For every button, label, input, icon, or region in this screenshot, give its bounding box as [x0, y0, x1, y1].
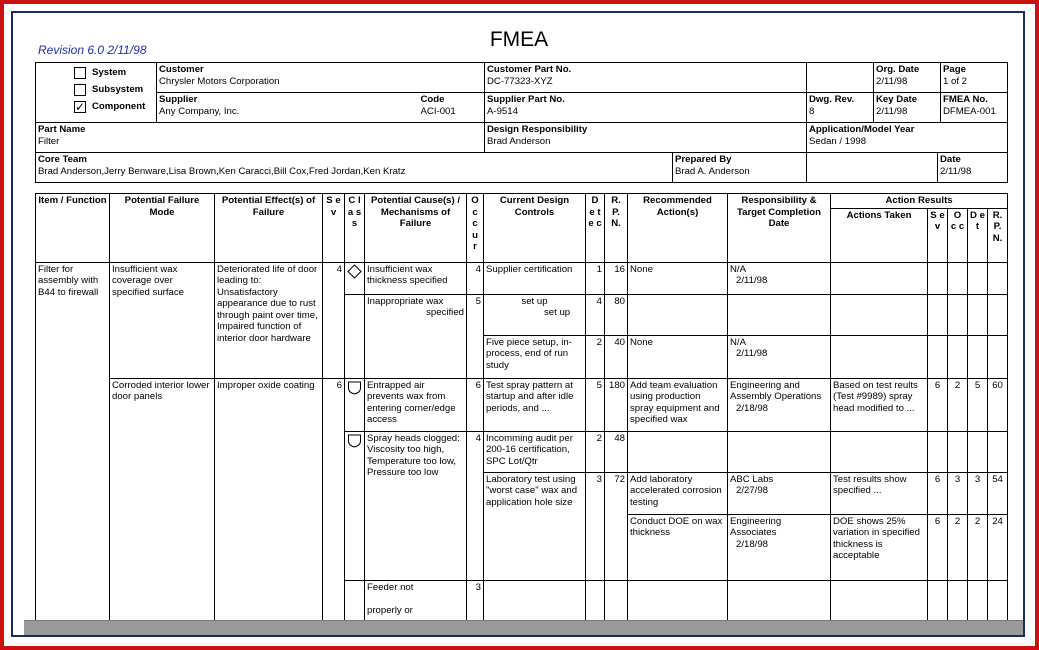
actions-taken-cell	[831, 580, 928, 624]
result-occ-cell	[948, 580, 968, 624]
customer-part-label: Customer Part No.	[487, 64, 572, 75]
actions-taken-cell	[831, 335, 928, 378]
dwg-rev-value: 8	[809, 105, 815, 117]
shield-icon	[347, 380, 362, 395]
customer-value: Chrysler Motors Corporation	[159, 75, 280, 87]
design-resp-label: Design Responsibility	[487, 124, 588, 135]
result-rpn-cell	[988, 580, 1008, 624]
rpn-cell: 48	[605, 431, 628, 472]
key-date-cell	[874, 93, 941, 123]
col-detec: D e t e c	[586, 194, 605, 263]
code-cell	[419, 93, 485, 123]
date-value: 2/11/98	[940, 165, 972, 177]
controls-line: set up	[521, 295, 548, 307]
result-det-cell	[968, 580, 988, 624]
fmea-no-value: DFMEA-001	[943, 105, 996, 117]
failure-mode-cell: Corroded interior lower door panels	[110, 378, 215, 624]
col-item: Item / Function	[36, 194, 110, 263]
date-cell	[938, 153, 1007, 182]
subsystem-checkbox[interactable]	[74, 84, 86, 96]
date-label: Date	[940, 154, 961, 165]
part-name-value: Filter	[38, 135, 60, 147]
col-controls: Current Design Controls	[484, 194, 586, 263]
result-rpn-cell	[988, 335, 1008, 378]
table-row	[36, 262, 1008, 294]
resp-date: 2/11/98	[736, 275, 768, 286]
controls-cell: Five piece setup, in-process, end of run study	[484, 335, 586, 378]
occ-cell: 4	[467, 262, 484, 294]
cause-cell: Insufficient wax thickness specified	[365, 262, 467, 294]
actions-taken-cell	[831, 294, 928, 335]
document-type-options	[36, 63, 157, 123]
resp-owner: N/A	[730, 263, 746, 275]
result-det-cell: 5	[968, 378, 988, 431]
class-cell	[345, 294, 365, 378]
result-sev-cell: 6	[928, 514, 948, 580]
col-rpn: R. P. N.	[605, 194, 628, 263]
supplier-label: Supplier	[159, 94, 198, 105]
controls-cell: Supplier certification	[484, 262, 586, 294]
result-rpn-cell	[988, 431, 1008, 472]
application-label: Application/Model Year	[809, 124, 915, 135]
org-date-value: 2/11/98	[876, 75, 908, 87]
det-cell: 3	[586, 472, 605, 580]
det-cell: 1	[586, 262, 605, 294]
controls-cell: Test spray pattern at startup and after idle periods, and ...	[484, 378, 586, 431]
component-checkbox[interactable]: ✓	[75, 99, 86, 114]
recommended-cell: Add team evaluation using production spray equipment and specified wax	[628, 378, 728, 431]
result-sev-cell: 6	[928, 378, 948, 431]
recommended-cell	[628, 580, 728, 624]
result-occ-cell	[948, 335, 968, 378]
design-resp-cell	[485, 123, 807, 153]
resp-owner: ABC Labs	[730, 473, 774, 485]
design-resp-value: Brad Anderson	[487, 135, 551, 147]
cause-cell	[365, 294, 467, 378]
recommended-cell: None	[628, 262, 728, 294]
result-occ-cell	[948, 431, 968, 472]
result-occ-cell: 2	[948, 514, 968, 580]
key-date-value: 2/11/98	[876, 105, 908, 117]
recommended-cell	[628, 431, 728, 472]
supplier-part-cell	[485, 93, 807, 123]
supplier-part-value: A-9514	[487, 105, 518, 117]
result-sev-cell	[928, 431, 948, 472]
diamond-icon	[347, 264, 362, 279]
class-cell	[345, 431, 365, 580]
key-date-label: Key Date	[876, 94, 918, 105]
col-effects: Potential Effect(s) of Failure	[215, 194, 323, 263]
result-sev-cell	[928, 335, 948, 378]
cause-cell	[365, 580, 467, 624]
actions-taken-cell	[831, 262, 928, 294]
col-result-det: D e t	[968, 208, 988, 262]
customer-part-value: DC-77323-XYZ	[487, 75, 553, 87]
page-title: FMEA	[489, 28, 549, 51]
controls-line: set up	[544, 307, 571, 318]
application-cell	[807, 123, 1008, 153]
col-action-results: Action Results	[831, 194, 1008, 209]
col-recommended: Recommended Action(s)	[628, 194, 728, 263]
det-cell: 2	[586, 335, 605, 378]
col-result-sev: S e v	[928, 208, 948, 262]
cause-line: Inappropriate wax	[367, 295, 444, 307]
effect-cell: Deteriorated life of door leading to: Unsatisfactory appearance due to rust through paint over time, Impaired function of interior door hardware	[215, 262, 323, 378]
controls-cell	[484, 294, 586, 335]
core-team-value: Brad Anderson,Jerry Benware,Lisa Brown,Ken Caracci,Bill Cox,Fred Jordan,Ken Kratz	[38, 165, 406, 177]
col-cause: Potential Cause(s) / Mechanisms of Failure	[365, 194, 467, 263]
responsibility-cell	[728, 514, 831, 580]
result-sev-cell	[928, 294, 948, 335]
result-sev-cell	[928, 580, 948, 624]
rpn-cell: 40	[605, 335, 628, 378]
core-team-label: Core Team	[38, 154, 87, 165]
component-label: Component	[92, 100, 146, 112]
controls-cell	[484, 580, 586, 624]
part-table	[35, 122, 1008, 183]
code-label: Code	[420, 94, 445, 105]
det-cell: 4	[586, 294, 605, 335]
resp-owner: Engineering and Assembly Operations	[730, 379, 822, 402]
rpn-cell: 80	[605, 294, 628, 335]
responsibility-cell	[728, 472, 831, 514]
result-det-cell	[968, 431, 988, 472]
responsibility-cell	[728, 294, 831, 335]
controls-cell: Laboratory test using "worst case" wax and application hole size	[484, 472, 586, 580]
col-result-occ: O c c	[948, 208, 968, 262]
recommended-cell: Conduct DOE on wax thickness	[628, 514, 728, 580]
det-cell	[586, 580, 605, 624]
item-cell: Filter for assembly with B44 to firewall	[36, 262, 110, 624]
responsibility-cell	[728, 580, 831, 624]
page-value: 1 of 2	[943, 75, 968, 87]
recommended-cell	[628, 294, 728, 335]
occ-cell: 4	[467, 431, 484, 580]
prepared-by-cell	[673, 153, 806, 182]
document-page	[11, 11, 1025, 637]
result-det-cell: 3	[968, 472, 988, 514]
result-rpn-cell: 60	[988, 378, 1008, 431]
actions-taken-cell: Based on test reults (Test #9989) spray head modified to ...	[831, 378, 928, 431]
sev-cell: 4	[323, 262, 345, 378]
core-team-cell	[36, 153, 673, 182]
sev-cell: 6	[323, 378, 345, 624]
failure-mode-cell: Insufficient wax coverage over specified surface	[110, 262, 215, 378]
occ-cell: 5	[467, 294, 484, 378]
det-cell: 2	[586, 431, 605, 472]
result-det-cell	[968, 294, 988, 335]
class-cell	[345, 262, 365, 294]
resp-owner: Engineering Associates	[730, 515, 782, 538]
rpn-cell: 180	[605, 378, 628, 431]
result-rpn-cell	[988, 262, 1008, 294]
responsibility-cell	[728, 335, 831, 378]
result-det-cell	[968, 335, 988, 378]
actions-taken-cell: Test results show specified ...	[831, 472, 928, 514]
col-failure-mode: Potential Failure Mode	[110, 194, 215, 263]
org-date-label: Org. Date	[876, 64, 920, 75]
result-occ-cell: 3	[948, 472, 968, 514]
date-row	[807, 153, 1008, 183]
result-rpn-cell: 24	[988, 514, 1008, 580]
cause-line: properly or	[367, 605, 413, 616]
result-rpn-cell: 54	[988, 472, 1008, 514]
result-sev-cell	[928, 262, 948, 294]
fmea-no-cell	[941, 93, 1008, 123]
fmea-table	[35, 193, 1008, 625]
cause-line: specified	[426, 307, 464, 318]
subsystem-label: Subsystem	[92, 83, 144, 95]
customer-label: Customer	[159, 64, 204, 75]
result-rpn-cell	[988, 294, 1008, 335]
occ-cell: 3	[467, 580, 484, 624]
team-row	[36, 153, 807, 183]
page-label: Page	[943, 64, 966, 75]
result-occ-cell	[948, 262, 968, 294]
result-occ-cell: 2	[948, 378, 968, 431]
class-cell	[345, 580, 365, 624]
prepared-by-label: Prepared By	[675, 154, 732, 165]
part-name-cell	[36, 123, 485, 153]
cause-cell: Spray heads clogged: Viscosity too high, Temperature too low, Pressure too low	[365, 431, 467, 580]
org-date-cell	[874, 63, 941, 93]
resp-date: 2/18/98	[736, 402, 769, 414]
application-value: Sedan / 1998	[809, 135, 867, 147]
result-occ-cell	[948, 294, 968, 335]
col-occur: O c c u r	[467, 194, 484, 263]
rpn-cell	[605, 580, 628, 624]
revision-label: Revision 6.0 2/11/98	[38, 43, 147, 57]
recommended-cell: Add laboratory accelerated corrosion testing	[628, 472, 728, 514]
dwg-rev-label: Dwg. Rev.	[809, 94, 855, 105]
rpn-cell: 72	[605, 472, 628, 580]
customer-cell	[157, 63, 485, 93]
empty-cell	[807, 63, 874, 93]
page-cell	[941, 63, 1008, 93]
rpn-cell: 16	[605, 262, 628, 294]
dwg-rev-cell	[807, 93, 874, 123]
horizontal-scrollbar[interactable]	[24, 620, 1025, 637]
col-responsibility: Responsibility & Target Completion Date	[728, 194, 831, 263]
col-result-rpn: R. P. N.	[988, 208, 1008, 262]
supplier-value: Any Company, Inc.	[159, 105, 240, 117]
result-sev-cell: 6	[928, 472, 948, 514]
col-sev: S e v	[323, 194, 345, 263]
responsibility-cell	[728, 262, 831, 294]
responsibility-cell	[728, 431, 831, 472]
actions-taken-cell	[831, 431, 928, 472]
actions-taken-cell: DOE shows 25% variation in specified thickness is acceptable	[831, 514, 928, 580]
supplier-part-label: Supplier Part No.	[487, 94, 565, 105]
customer-part-cell	[485, 63, 807, 93]
system-checkbox[interactable]	[74, 67, 86, 79]
cause-line: Feeder not	[367, 581, 414, 593]
resp-date: 2/11/98	[736, 348, 768, 359]
prepared-by-value: Brad A. Anderson	[675, 165, 750, 177]
responsibility-cell	[728, 378, 831, 431]
header-table	[35, 62, 1008, 123]
code-value: ACI-001	[420, 105, 456, 117]
part-name-label: Part Name	[38, 124, 86, 135]
cause-cell: Entrapped air prevents wax from entering corner/edge access	[365, 378, 467, 431]
date-spacer	[807, 153, 938, 182]
supplier-cell	[157, 93, 419, 123]
effect-cell: Improper oxide coating	[215, 378, 323, 624]
col-class: C l a s s	[345, 194, 365, 263]
result-det-cell	[968, 262, 988, 294]
shield-icon	[347, 433, 362, 448]
recommended-cell: None	[628, 335, 728, 378]
result-det-cell: 2	[968, 514, 988, 580]
occ-cell: 6	[467, 378, 484, 431]
det-cell: 5	[586, 378, 605, 431]
resp-owner: N/A	[730, 336, 746, 348]
controls-cell: Incomming audit per 200-16 certification, SPC Lot/Qtr	[484, 431, 586, 472]
table-row	[36, 378, 1008, 431]
resp-date: 2/27/98	[736, 485, 769, 496]
resp-date: 2/18/98	[736, 538, 769, 550]
col-actions-taken: Actions Taken	[831, 208, 928, 262]
fmea-no-label: FMEA No.	[943, 94, 988, 105]
system-label: System	[92, 66, 127, 78]
class-cell	[345, 378, 365, 431]
